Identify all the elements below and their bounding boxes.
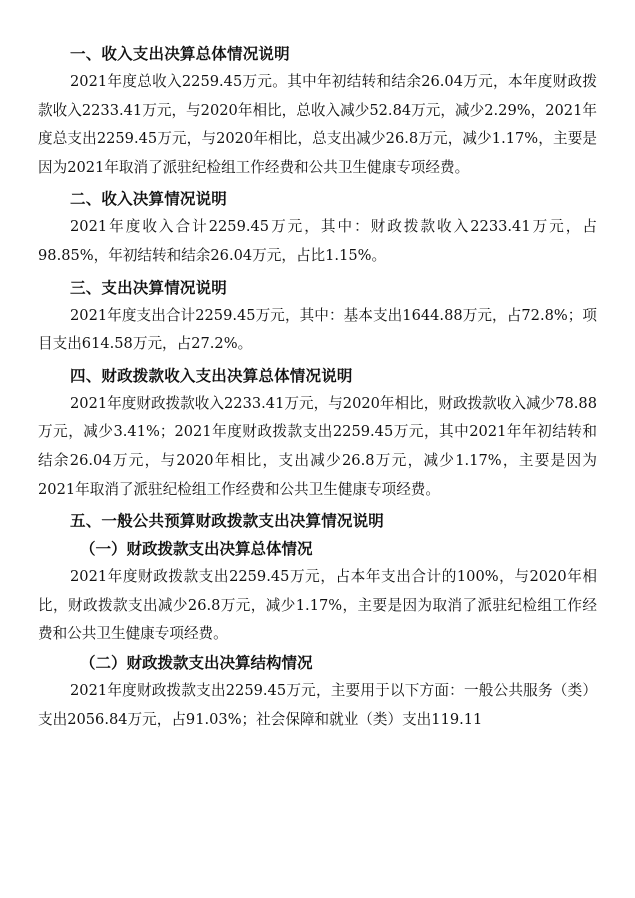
subsection-paragraph: 2021年度财政拨款支出2259.45万元，占本年支出合计的100%，与2020年相比，财政拨款支出减少26.8万元，减少1.17%，主要是因为取消了派驻纪检组工作经费和公共卫生健康专项经费。 bbox=[38, 568, 597, 643]
section-heading: 五、一般公共预算财政拨款支出决算情况说明 bbox=[70, 512, 385, 531]
section-heading: 一、收入支出决算总体情况说明 bbox=[70, 45, 290, 63]
section-paragraph: 2021年度总收入2259.45万元。其中年初结转和结余26.04万元，本年度财政拨款收入2233.41万元，与2020年相比，总收入减少52.84万元，减少2.29%，2021年度总支出2259.45万元，与2020年相比，总支出减少26.8万元，减少1.17%，主要是因为2021年取消了派驻纪检组工作经费和公共卫生健康专项经费。 bbox=[38, 73, 597, 176]
section-1 bbox=[38, 40, 597, 182]
section-heading: 四、财政拨款收入支出决算总体情况说明 bbox=[70, 366, 353, 385]
section-paragraph: 2021年度支出合计2259.45万元，其中：基本支出1644.88万元，占72.8%；项目支出614.58万元，占27.2%。 bbox=[38, 306, 597, 353]
subsection-heading: （二）财政拨款支出决算结构情况 bbox=[80, 653, 313, 672]
subsection-paragraph: 2021年度财政拨款支出2259.45万元，主要用于以下方面：一般公共服务（类）支出2056.84万元，占91.03%；社会保障和就业（类）支出119.11 bbox=[38, 681, 597, 728]
subsection-1 bbox=[38, 535, 597, 649]
subsection-2 bbox=[38, 649, 597, 734]
section-2 bbox=[38, 185, 597, 270]
section-5 bbox=[38, 507, 597, 734]
section-3 bbox=[38, 274, 597, 359]
section-heading: 二、收入决算情况说明 bbox=[70, 190, 228, 209]
section-paragraph: 2021年度收入合计2259.45万元，其中：财政拨款收入2233.41万元，占98.85%，年初结转和结余26.04万元，占比1.15%。 bbox=[38, 218, 597, 264]
section-paragraph: 2021年度财政拨款收入2233.41万元，与2020年相比，财政拨款收入减少78.88万元，减少3.41%；2021年度财政拨款支出2259.45万元，其中2021年年初结转和结余26.04万元，与2020年相比，支出减少26.8万元，减少1.17%，主要是因为2021年取消了派驻纪检组工作经费和公共卫生健康专项经费。 bbox=[38, 394, 597, 498]
subsection-heading: （一）财政拨款支出决算总体情况 bbox=[80, 540, 313, 559]
section-4 bbox=[38, 362, 597, 504]
section-heading: 三、支出决算情况说明 bbox=[70, 278, 228, 297]
